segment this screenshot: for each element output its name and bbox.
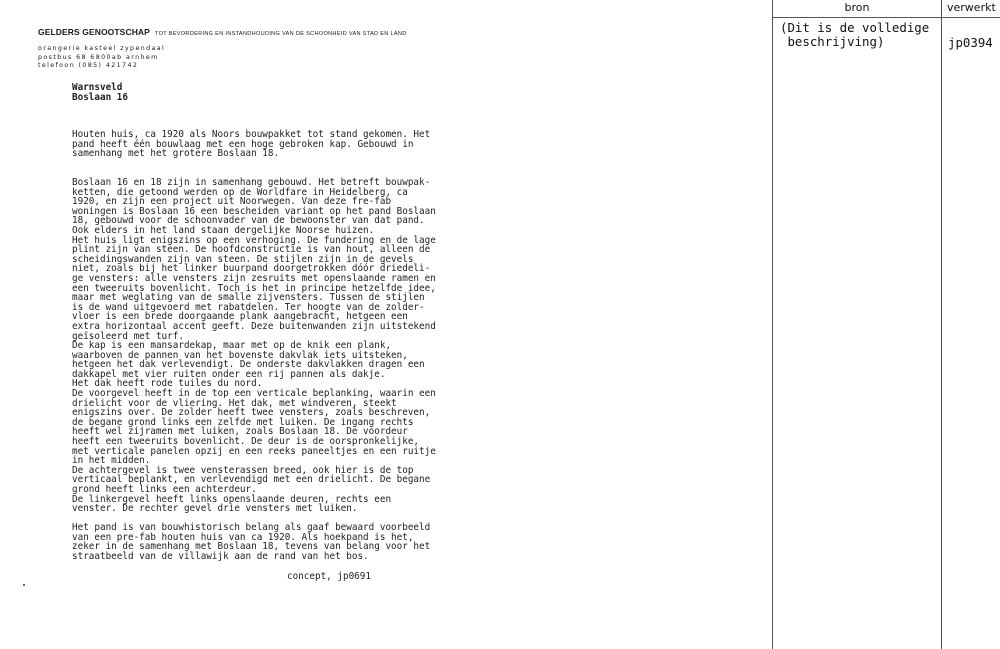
text-line: ketten, die getoond werden op de Worldfare in Heidelberg, ca — [72, 186, 408, 198]
text-line: Het huis ligt enigszins op een verhoging. De fundering en de lage — [72, 234, 436, 246]
text-line: Houten huis, ca 1920 als Noors bouwpakket tot stand gekomen. Het — [72, 129, 431, 140]
text-line: De voorgevel heeft in de top een verticale beplanking, waarin een — [72, 388, 436, 400]
text-line: heeft wel zijramen met luiken, zoals Boslaan 18. De voordeur — [72, 426, 408, 438]
text-line: de begane grond links een zelfde met luiken. De ingang rechts — [72, 416, 414, 428]
text-line: in het midden. — [72, 455, 151, 467]
text-line: Het dak heeft rode tuiles du nord. — [72, 378, 263, 390]
text-line: Ook elders in het land staan dergelijke Noorse huizen. — [72, 224, 375, 236]
text-line: vloer is een brede doorgaande plank aangebracht, hetgeen een — [72, 311, 408, 323]
letterhead — [38, 25, 407, 71]
letterhead-title-line — [38, 25, 407, 40]
text-line: heeft een tweeruits bovenlicht. De deur is de oorspronkelijke, — [72, 436, 420, 448]
text-line: De kap is een mansardekap, maar met op de knik een plank, — [72, 340, 392, 352]
text-line: plint zijn van steen. De hoofdconstructie is van hout, alleen de — [72, 244, 431, 256]
text-line: grond heeft links een achterdeur. — [72, 484, 257, 495]
table-divider-left — [772, 0, 773, 649]
text-line: Boslaan 16 en 18 zijn in samenhang gebouwd. Het betreft bouwpak- — [72, 177, 431, 188]
text-line: 1920, en zijn een project uit Noorwegen. Van deze fre-fab — [72, 196, 392, 208]
building-place: Warnsveld — [72, 82, 123, 93]
text-line: maar met weglating van de smalle zijvensters. Tussen de stijlen — [72, 292, 425, 304]
text-line: drielicht voor de vliering. Het dak, met windveren, steekt — [72, 397, 397, 409]
text-line: woningen is Boslaan 16 een bescheiden variant op het pand Boslaan — [72, 205, 436, 217]
bron-cell — [780, 21, 929, 49]
organization-name: GELDERS GENOOTSCHAP — [38, 27, 150, 37]
description-paragraph — [72, 178, 436, 514]
scan-speck — [23, 584, 25, 586]
text-line: geïsoleerd met turf. — [72, 330, 184, 342]
text-line: straatbeeld van de villawijk aan de rand van het bos. — [72, 550, 369, 562]
text-line: waarboven de pannen van het bovenste dakvlak iets uitsteken, — [72, 349, 408, 361]
text-line: een tweeruits bovenlicht. Toch is het in principe hetzelfde idee, — [72, 282, 436, 294]
bron-cell-line: (Dit is de volledige — [780, 20, 930, 35]
intro-paragraph — [72, 130, 430, 159]
table-header-rule — [772, 17, 1000, 18]
text-line: samenhang met het grotere Boslaan 18. — [72, 148, 280, 160]
text-line: 18, gebouwd voor de schoonvader van de bewoonster van dat pand. — [72, 215, 425, 227]
letterhead-address — [38, 45, 407, 71]
text-line: is de wand uitgevoerd met rabatdelen. Ter hoogte van de zolder- — [72, 301, 425, 313]
text-line: extra horizontaal accent geeft. Deze buitenwanden zijn uitstekend — [72, 320, 436, 332]
text-line: van een pre-fab houten huis van ca 1920. Als hoekpand is het, — [72, 531, 414, 543]
text-line: Het pand is van bouwhistorisch belang als gaaf bewaard voorbeeld — [72, 522, 431, 533]
signoff: concept, jp0691 — [287, 571, 371, 582]
organization-tagline: TOT BEVORDERING EN INSTANDHOUDING VAN DE SCHOONHEID VAN STAD EN LAND — [154, 31, 407, 37]
table-divider-middle — [941, 0, 942, 649]
text-line: enigszins over. De zolder heeft twee vensters, zoals beschreven, — [72, 407, 431, 419]
text-line: zeker in de samenhang met Boslaan 18, tevens van belang voor het — [72, 541, 431, 553]
building-address — [72, 83, 128, 102]
verwerkt-column-header: verwerkt — [947, 1, 996, 14]
text-line: dakkapel met vier ruiten onder een rij pannen als dakje. — [72, 368, 386, 380]
verwerkt-cell: jp0394 — [948, 35, 993, 50]
text-line: De linkergevel heeft links openslaande deuren, rechts een — [72, 493, 392, 505]
address-line: postbus 68 6800ab arnhem — [38, 53, 159, 61]
bron-cell-line: beschrijving) — [780, 34, 885, 49]
text-line: hetgeen het dak verlevendigt. De onderste dakvlakken dragen een — [72, 359, 425, 371]
conclusion-paragraph — [72, 523, 430, 561]
text-line: scheidingswanden zijn van steen. De stijlen zijn in de gevels — [72, 253, 414, 265]
address-line: telefoon (085) 421742 — [38, 62, 139, 69]
text-line: verticaal beplankt, en verlevendigd met een drielicht. De begane — [72, 474, 431, 486]
address-line: orangerie kasteel zypendaal — [38, 45, 166, 52]
text-line: pand heeft één bouwlaag met een hoge gebroken kap. Gebouwd in — [72, 138, 414, 150]
bron-column-header: bron — [844, 1, 870, 14]
text-line: met verticale panelen opzij en een reeks paneeltjes en een ruitje — [72, 445, 436, 457]
text-line: ge vensters: alle vensters zijn zesruits met openslaande ramen en — [72, 272, 436, 284]
text-line: De achtergevel is twee vensterassen breed, ook hier is de top — [72, 464, 414, 476]
text-line: venster. De rechter gevel drie vensters met luiken. — [72, 503, 358, 515]
building-street: Boslaan 16 — [72, 91, 128, 103]
text-line: niet, zoals bij het linker buurpand doorgetrokken dóór driedeli- — [72, 263, 431, 275]
